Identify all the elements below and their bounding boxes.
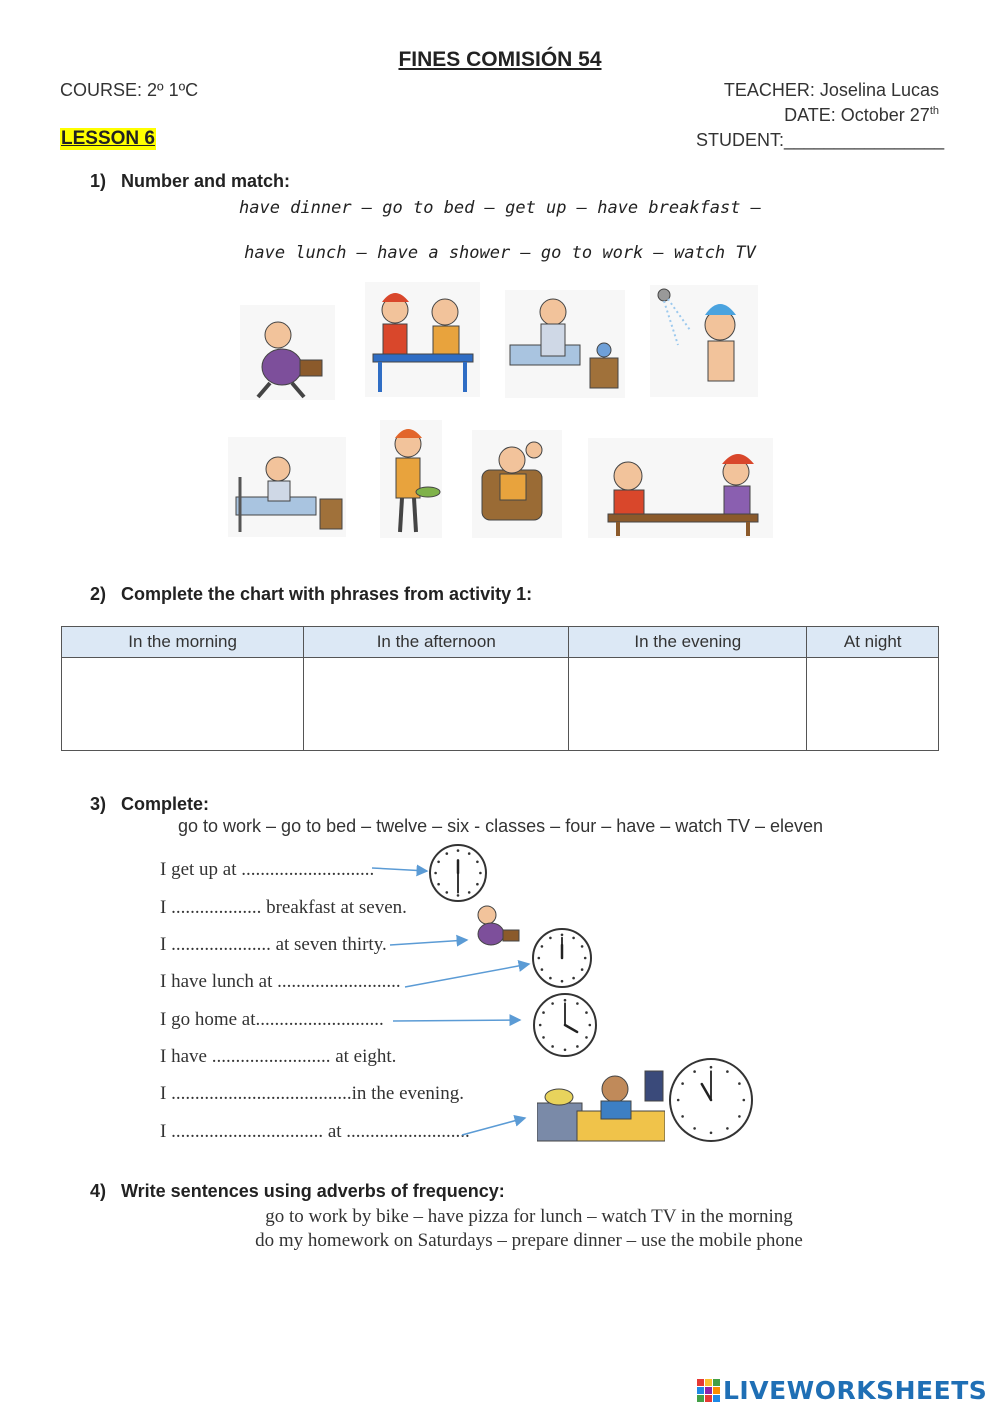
course-label: COURSE: 2º 1ºC (60, 80, 199, 100)
q1-heading: 1) Number and match: (90, 171, 291, 191)
date-label: DATE: October 27th (784, 105, 939, 125)
arrow-4 (393, 1020, 520, 1021)
q3-sentence-6[interactable]: I have ......................... at eight. (160, 1046, 397, 1067)
chart-header-morning: In the morning (62, 627, 304, 658)
liveworksheets-logo[interactable]: LIVEWORKSHEETS (697, 1376, 987, 1405)
q4-phrases-line1: go to work by bike – have pizza for lunch – watch TV in the morning (265, 1206, 793, 1227)
arrow-5 (462, 1118, 525, 1135)
picture-in-bed (537, 1063, 665, 1143)
clock-icon-1 (428, 843, 488, 903)
q3-sentence-1[interactable]: I get up at ............................ (160, 859, 375, 880)
student-field[interactable]: STUDENT:________________ (696, 130, 945, 150)
arrow-2 (390, 940, 467, 945)
q3-sentence-3[interactable]: I ..................... at seven thirty. (160, 934, 387, 955)
liveworksheets-mark-icon (697, 1379, 721, 1403)
arrow-3 (405, 964, 529, 987)
lesson-label: LESSON 6 (61, 128, 155, 149)
q4-phrases-line2: do my homework on Saturdays – prepare dinner – use the mobile phone (255, 1230, 803, 1251)
q1-phrases-line2: have lunch – have a shower – go to work – watch TV (244, 243, 756, 263)
q3-sentence-5[interactable]: I go home at........................... (160, 1009, 384, 1030)
q1-phrases-line1: have dinner – go to bed – get up – have breakfast – (239, 198, 761, 218)
chart-header-night: At night (807, 627, 939, 658)
clock-icon-3 (530, 992, 600, 1058)
q3-sentence-8[interactable]: I ................................ at .......................... (160, 1121, 470, 1142)
q3-heading: 3) Complete: (90, 794, 210, 814)
chart-header-afternoon: In the afternoon (304, 627, 569, 658)
arrow-1 (372, 868, 427, 871)
page-title: FINES COMISIÓN 54 (398, 48, 602, 71)
teacher-label: TEACHER: Joselina Lucas (723, 80, 939, 100)
clock-icon-2 (531, 927, 593, 989)
clock-icon-4 (668, 1056, 754, 1144)
q4-heading: 4) Write sentences using adverbs of frequency: (90, 1181, 505, 1201)
q2-heading: 2) Complete the chart with phrases from activity 1: (90, 584, 533, 604)
q3-word-bank: go to work – go to bed – twelve – six - classes – four – have – watch TV – eleven (178, 816, 824, 836)
q3-sentence-4[interactable]: I have lunch at .......................... (160, 971, 401, 992)
chart-header-evening: In the evening (569, 627, 807, 658)
picture-small-go-to-work (465, 900, 527, 952)
q3-sentence-2[interactable]: I ................... breakfast at seven. (160, 897, 407, 918)
q3-sentence-7[interactable]: I ......................................in the evening. (160, 1083, 464, 1104)
